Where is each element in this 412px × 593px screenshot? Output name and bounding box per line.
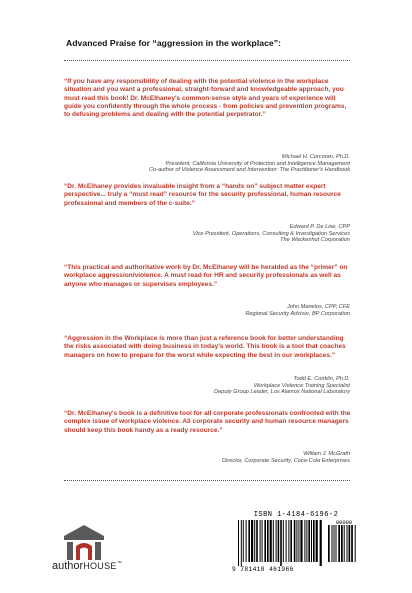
attribution-name: Michael H. Corcoran, Ph.D.	[281, 154, 350, 160]
isbn-barcode	[232, 511, 360, 575]
attribution-conklin	[90, 376, 350, 396]
quote-delise: “Dr. McElhaney provides invaluable insight from a “hands on” subject matter expert perspective... truly a “must read” resource for the security professional, human resource professional and members of the c-suite.”	[64, 183, 341, 207]
attribution-title: President, California University of Protection and Intelligence Management	[165, 160, 350, 167]
attribution-title: Vice President, Operations, Consulting & Investigation Services	[192, 230, 350, 237]
attribution-name: Edward P. De Lise, CPP	[289, 224, 350, 230]
attribution-title: Deputy Group Leader, Los Alamos National Laboratory	[214, 389, 350, 396]
authorhouse-logo-icon	[54, 522, 114, 582]
attribution-delise	[90, 224, 350, 244]
wordmark-house: HOUSE	[83, 561, 117, 571]
attribution-title: Director, Corporate Security, Coca-Cola Enterprises	[222, 457, 350, 464]
praise-heading: Advanced Praise for “aggression in the workplace”:	[66, 38, 282, 48]
quote-manelos: “This practical and authoritative work by Dr. McElhaney will be heralded as the “primer” on workplace aggression/violence. A must read for HR and security professionals as well as anyone who manages or supervises employees.”	[64, 264, 348, 288]
divider-bottom	[64, 480, 350, 481]
attribution-manelos	[90, 304, 350, 317]
attribution-mcgrath	[90, 451, 350, 464]
barcode-digits: 9 781418 461966	[232, 566, 294, 573]
quote-mcgrath: “Dr. McElhaney's book is a definitive tool for all corporate professionals confronted with the complex issue of workplace violence. All corporate security and human resource managers should keep this book handy as a ready resource.”	[64, 410, 351, 434]
attribution-corcoran	[90, 154, 350, 174]
quote-conklin: “Aggression in the Workplace is more than just a reference book for better understanding the risks associated with doing business in today's world. This book is a tool that coaches managers on how to prepare for the worst while expecting the best in our workplaces.”	[64, 335, 346, 359]
divider-top	[64, 60, 350, 61]
attribution-name: Todd E. Conklin, Ph.D.	[293, 376, 350, 382]
price-code: 90000	[335, 519, 353, 526]
attribution-title: Co-author of Violence Assessment and Intervention: The Practitioner's Handbook	[148, 167, 350, 174]
attribution-name: William J. McGrath	[303, 451, 350, 457]
attribution-title: The Wackenhut Corporation	[280, 237, 350, 244]
trademark: ™	[116, 560, 122, 567]
publisher-wordmark	[52, 560, 122, 572]
attribution-title: Workplace Violence Training Specialist	[253, 382, 350, 389]
attribution-title: Regional Security Advisor, BP Corporation	[245, 310, 350, 317]
wordmark-author: author	[52, 560, 84, 572]
isbn-text: ISBN 1-4184-6196-2	[253, 511, 339, 519]
quote-corcoran: “If you have any responsibility of dealing with the potential violence in the workplace situation and you want a professional, straight-forward and knowledgeable approach, you must read this book! Dr. McElhaney's common-sense style and years of experience will guide you confidently through the whole process - from policies and prevention programs, to defusing problems and dealing with the potential perpetrator.”	[64, 78, 347, 119]
attribution-name: John Manelos, CPP, CFE	[286, 304, 350, 310]
